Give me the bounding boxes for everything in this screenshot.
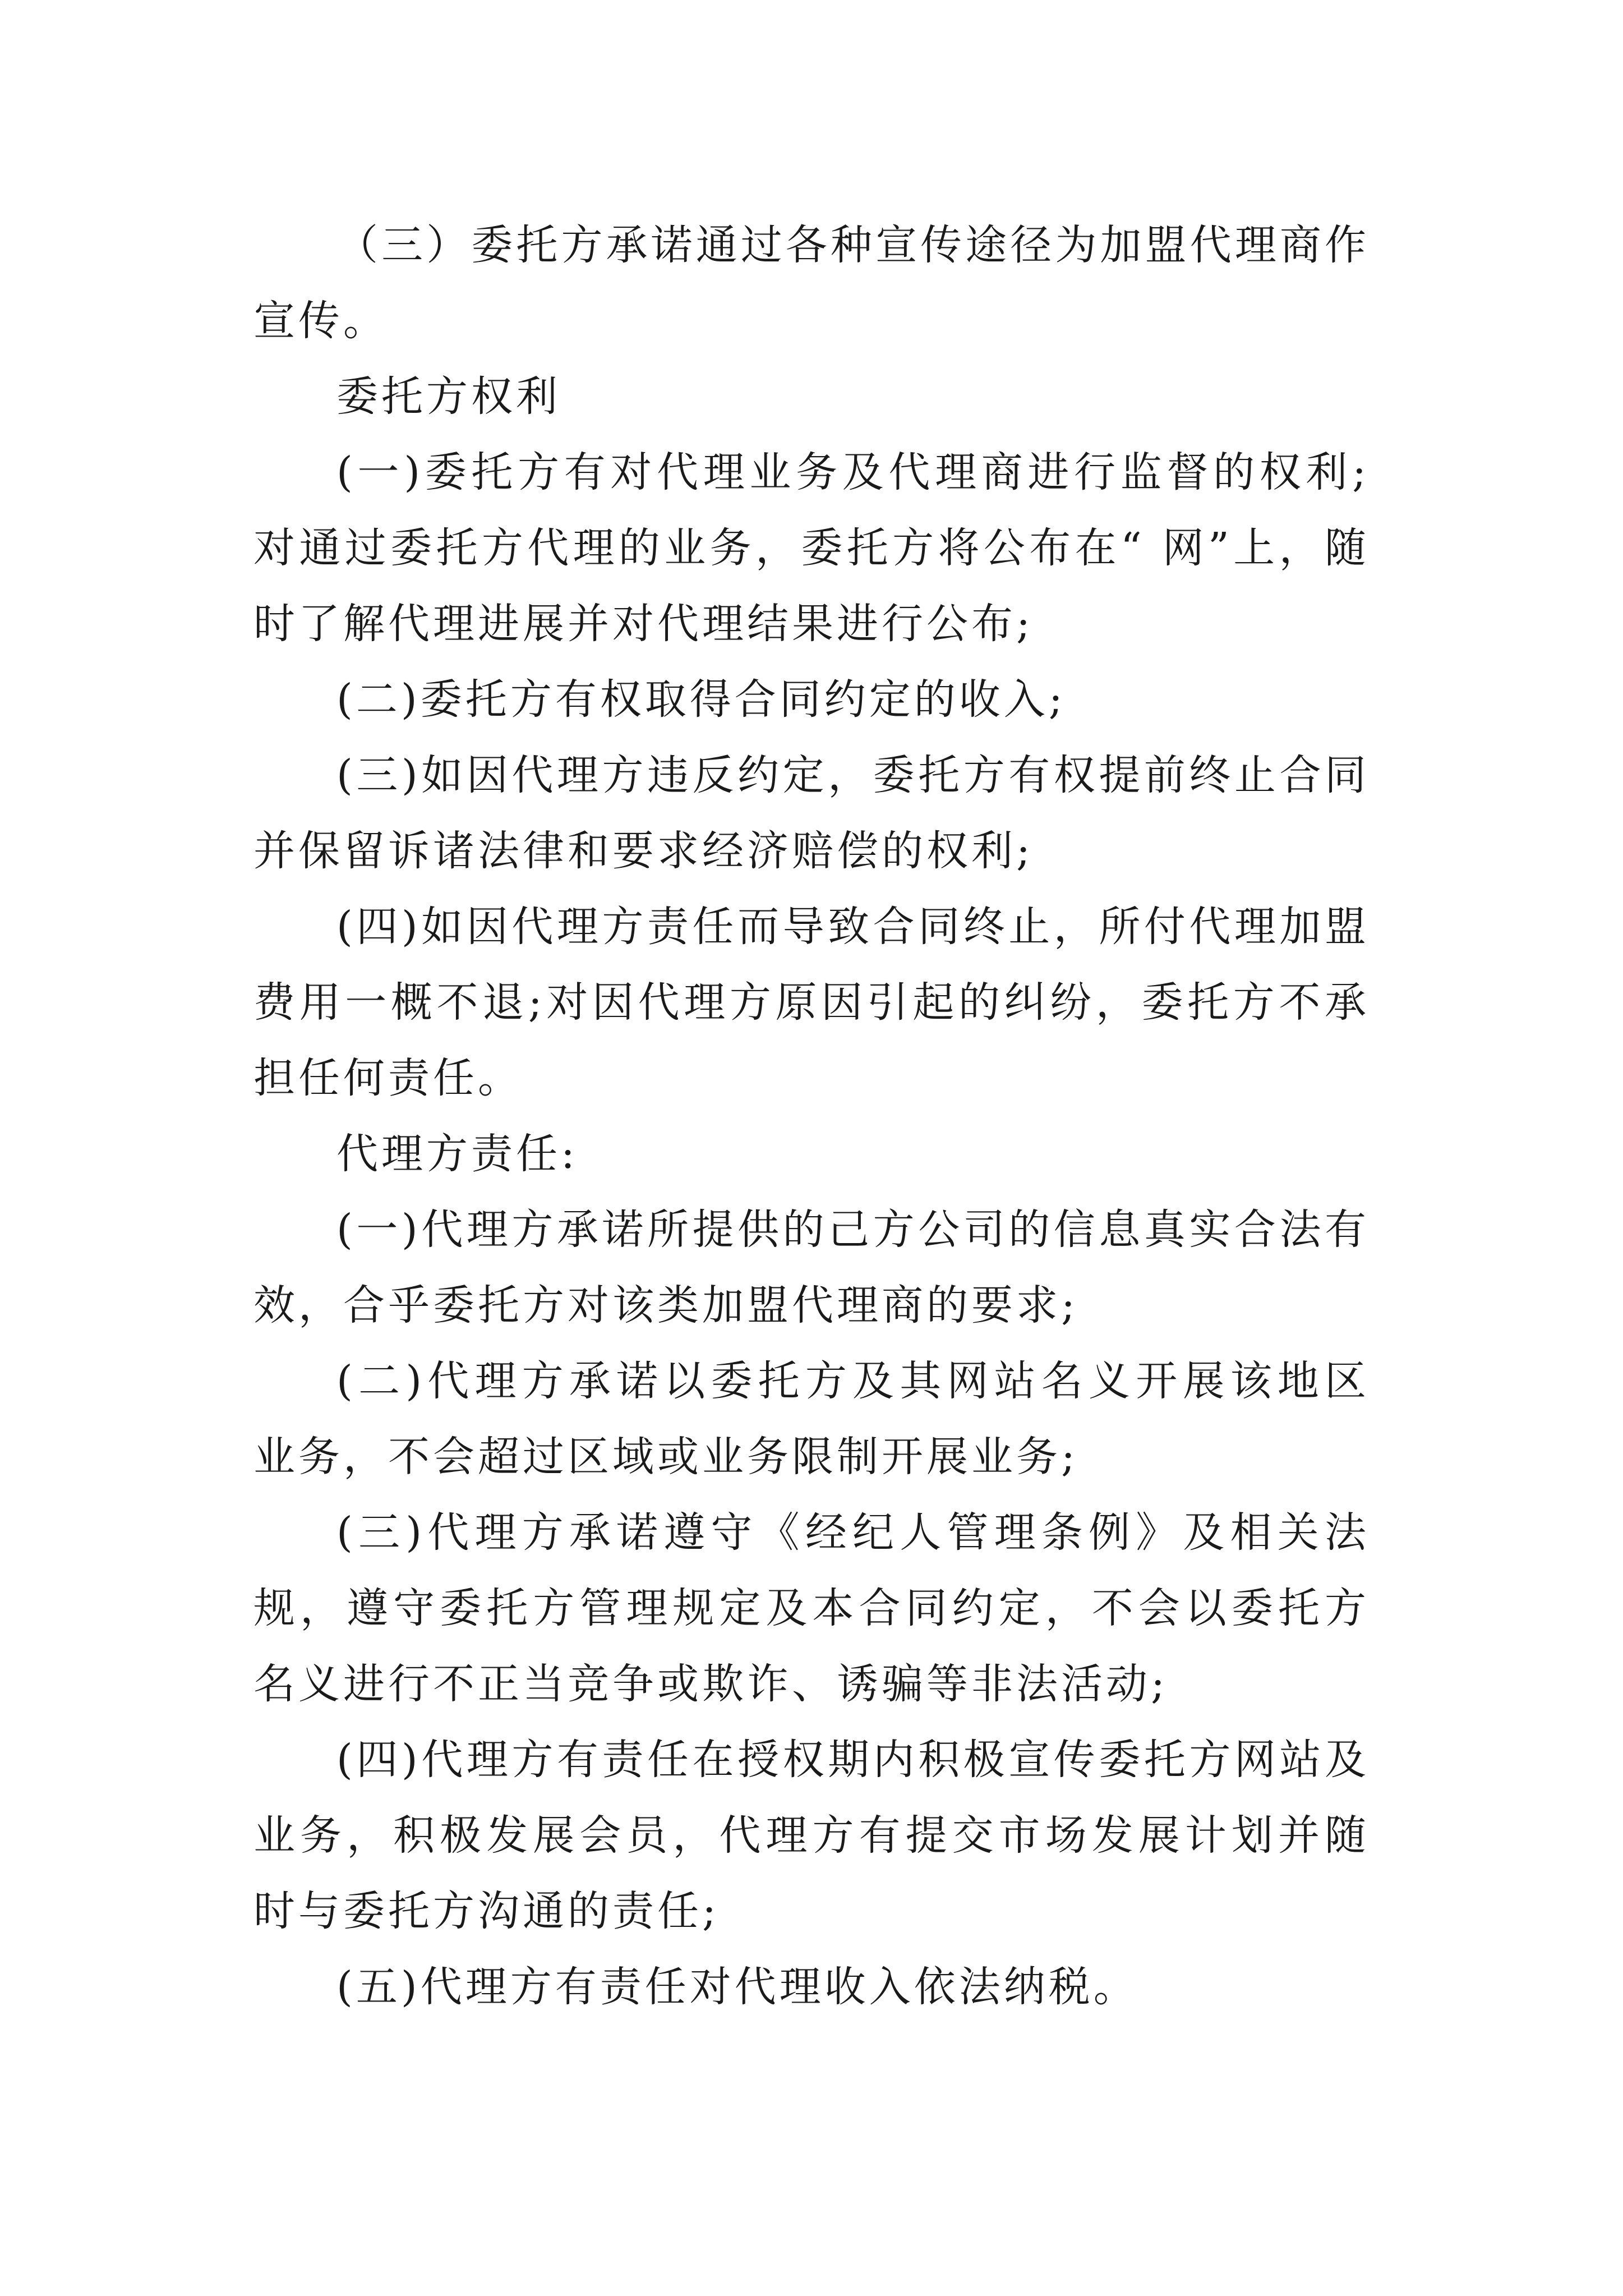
paragraph-right-3-termination: (三)如因代理方违反约定，委托方有权提前终止合同并保留诉诸法律和要求经济赔偿的权利; xyxy=(253,751,1370,875)
paragraph-duty-1-truthful-info: (一)代理方承诺所提供的己方公司的信息真实合法有效，合乎委托方对该类加盟代理商的要求; xyxy=(253,1205,1370,1329)
paragraph-duty-2-regional-business: (二)代理方承诺以委托方及其网站名义开展该地区 业务，不会超过区域或业务限制开展业务; xyxy=(253,1357,1370,1481)
paragraph-duty-5-tax: (五)代理方有责任对代理收入依法纳税。 xyxy=(336,1963,1138,2011)
paragraph-duty-4-promotion: (四)代理方有责任在授权期内积极宣传委托方网站及业务，积极发展会员，代理方有提交市场发展计划并随时与委托方沟通的责任; xyxy=(253,1736,1370,1935)
heading-principal-rights: 委托方权利 xyxy=(336,372,561,421)
paragraph-right-4-no-refund: (四)如因代理方责任而导致合同终止，所付代理加盟费用一概不退;对因代理方原因引起的纠纷，委托方不承担任何责任。 xyxy=(253,903,1370,1102)
document-body xyxy=(253,208,1370,2025)
paragraph-right-2-income: (二)委托方有权取得合同约定的收入; xyxy=(336,675,1066,724)
paragraph-duty-3-compliance: (三)代理方承诺遵守《经纪人管理条例》及相关法规，遵守委托方管理规定及本合同约定，不会以委托方名义进行不正当竞争或欺诈、诱骗等非法活动; xyxy=(253,1508,1370,1708)
paragraph-clause-3-promotion: （三）委托方承诺通过各种宣传途径为加盟代理商作宣传。 xyxy=(253,221,1370,345)
heading-agent-responsibilities: 代理方责任: xyxy=(336,1130,578,1178)
paragraph-right-1-supervision: (一)委托方有对代理业务及代理商进行监督的权利;对通过委托方代理的业务，委托方将公布在“ 网”上，随时了解代理进展并对代理结果进行公布; xyxy=(253,448,1370,648)
